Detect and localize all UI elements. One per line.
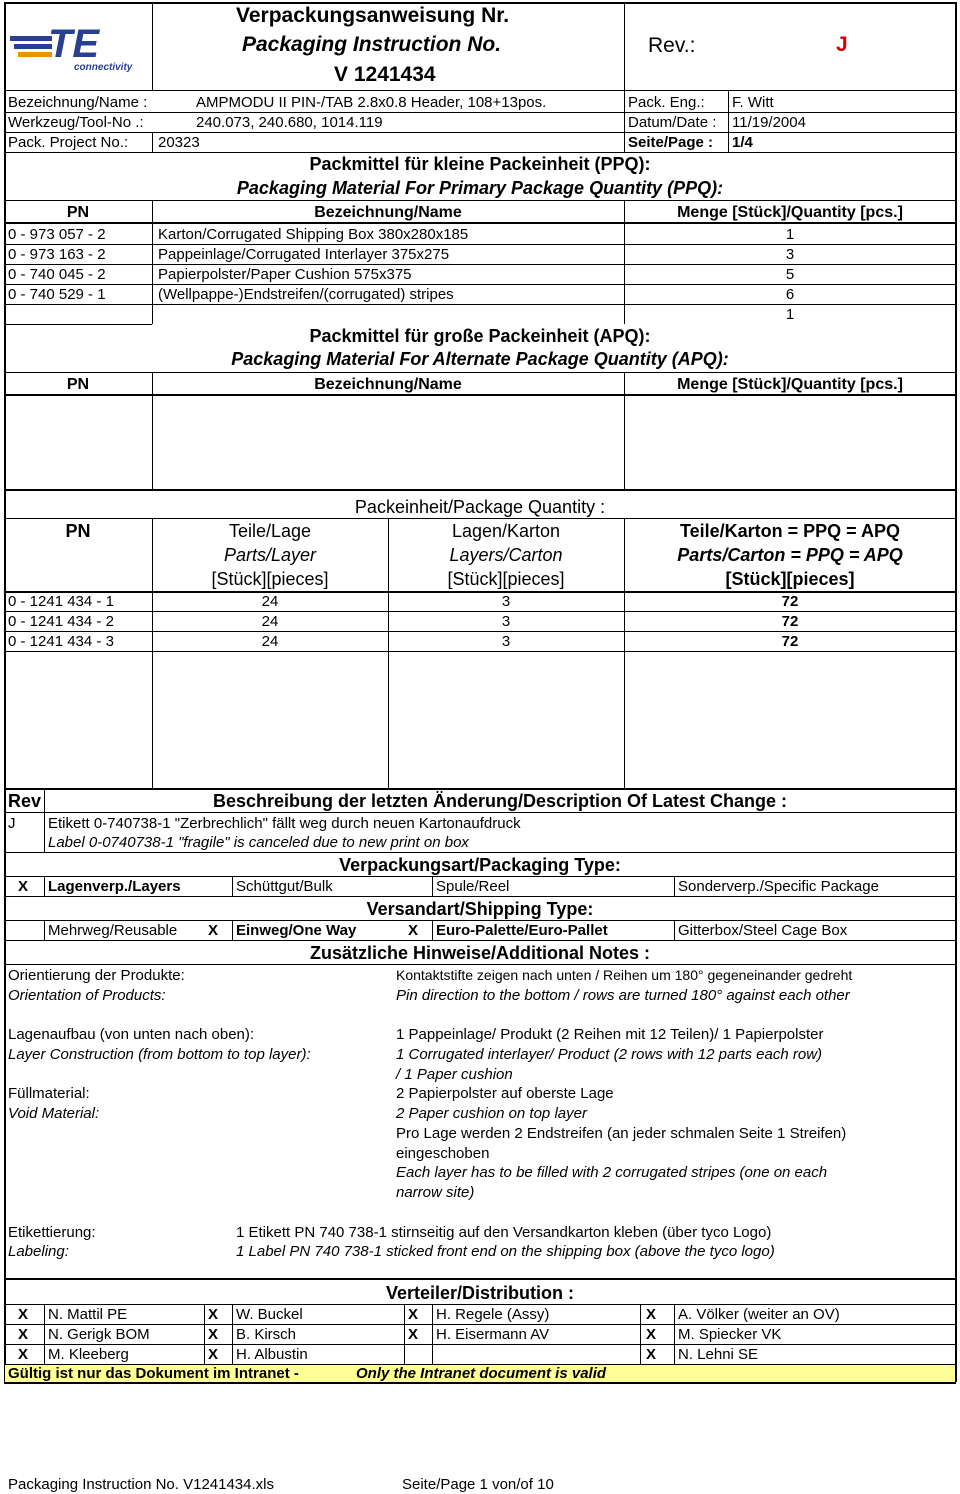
change-line-de: Etikett 0-740738-1 "Zerbrechlich" fällt weg durch neuen Kartonaufdruck: [48, 815, 521, 832]
ppq-title-en: Packaging Material For Primary Package Quantity (PPQ):: [236, 178, 724, 198]
name-label: Bezeichnung/Name :: [8, 94, 148, 111]
pkg-layers-carton: 3: [501, 633, 511, 650]
tool-value: 240.073, 240.680, 1014.119: [196, 114, 383, 131]
apq-col-qty: Menge [Stück]/Quantity [pcs.]: [677, 376, 903, 393]
layer-label-en: Layer Construction (from bottom to top layer):: [8, 1046, 311, 1063]
pkg-pn: 0 - 1241 434 - 1: [8, 593, 114, 610]
pkg-parts-layer: 24: [261, 613, 279, 630]
page-label: Seite/Page :: [628, 134, 714, 151]
ppq-pn: 0 - 973 057 - 2: [8, 226, 106, 243]
pkg-col1-en: Parts/Layer: [223, 545, 317, 565]
strip-value-en2: narrow site): [396, 1184, 475, 1201]
project-value: 20323: [158, 134, 200, 151]
doc-title-de: Verpackungsanweisung Nr.: [236, 4, 510, 27]
dist-mark: X: [208, 1306, 219, 1323]
ppq-qty: 3: [785, 246, 795, 263]
footer-page: Seite/Page 1 von/of 10: [402, 1476, 554, 1493]
layer-value-en1: 1 Corrugated interlayer/ Product (2 rows with 12 parts each row): [396, 1046, 823, 1063]
validity-de: Gültig ist nur das Dokument im Intranet -: [8, 1365, 299, 1382]
pkg-layers-carton: 3: [501, 593, 511, 610]
ppq-col-name: Bezeichnung/Name: [314, 204, 462, 221]
pack-type-specific: Sonderverp./Specific Package: [678, 878, 879, 895]
labeling-label-en: Labeling:: [8, 1243, 69, 1260]
fill-label-en: Void Material:: [8, 1105, 100, 1122]
apq-col-name: Bezeichnung/Name: [314, 376, 462, 393]
strip-value-de2: eingeschoben: [396, 1145, 490, 1162]
ppq-qty: 1: [785, 226, 795, 243]
ppq-title-de: Packmittel für kleine Packeinheit (PPQ):: [309, 154, 651, 174]
ship-type-pallet: Euro-Palette/Euro-Pallet: [436, 922, 608, 939]
labeling-value-en: 1 Label PN 740 738-1 sticked front end on the shipping box (above the tyco logo): [236, 1243, 775, 1260]
te-logo-mark: [8, 14, 148, 76]
ship-type-title: Versandart/Shipping Type:: [366, 899, 594, 919]
dist-mark: X: [18, 1346, 29, 1363]
fill-label-de: Füllmaterial:: [8, 1085, 90, 1102]
pkg-total: 72: [781, 613, 799, 630]
dist-mark: X: [208, 1326, 219, 1343]
rev-value: J: [836, 33, 848, 56]
validity-banner: [5, 1365, 955, 1382]
ship-type-reusable: Mehrweg/Reusable: [48, 922, 178, 939]
labeling-label-de: Etikettierung:: [8, 1224, 96, 1241]
layer-label-de: Lagenaufbau (von unten nach oben):: [8, 1026, 255, 1043]
ppq-pn: 0 - 973 163 - 2: [8, 246, 106, 263]
eng-label: Pack. Eng.:: [628, 94, 705, 111]
apq-title-en: Packaging Material For Alternate Package Quantity (APQ):: [231, 349, 729, 369]
change-title: Beschreibung der letzten Änderung/Description Of Latest Change :: [212, 791, 788, 811]
apq-col-pn: PN: [66, 376, 90, 393]
dist-name: N. Mattil PE: [48, 1306, 128, 1323]
dist-name: M. Spiecker VK: [678, 1326, 782, 1343]
pkg-col3-unit: [Stück][pieces]: [725, 569, 855, 589]
pkg-pn: 0 - 1241 434 - 2: [8, 613, 114, 630]
ppq-qty: 1: [785, 306, 795, 323]
dist-mark: X: [646, 1306, 657, 1323]
dist-mark: X: [646, 1326, 657, 1343]
labeling-value-de: 1 Etikett PN 740 738-1 stirnseitig auf den Versandkarton kleben (über tyco Logo): [236, 1224, 772, 1241]
orient-label-de: Orientierung der Produkte:: [8, 967, 185, 984]
ship-type-mark[interactable]: X: [208, 922, 219, 939]
apq-title-de: Packmittel für große Packeinheit (APQ):: [309, 326, 651, 346]
ppq-name: (Wellpappe-)Endstreifen/(corrugated) stripes: [158, 286, 454, 303]
notes-title: Zusätzliche Hinweise/Additional Notes :: [309, 943, 651, 963]
pkg-col3-de: Teile/Karton = PPQ = APQ: [679, 521, 901, 541]
pkg-qty-title-text: Packeinheit/Package Quantity :: [354, 497, 606, 517]
eng-value: F. Witt: [732, 94, 774, 111]
ship-type-cage: Gitterbox/Steel Cage Box: [678, 922, 848, 939]
pack-type-bulk: Schüttgut/Bulk: [236, 878, 333, 895]
strip-value-en1: Each layer has to be filled with 2 corrugated stripes (one on each: [396, 1164, 828, 1181]
dist-name: H. Albustin: [236, 1346, 308, 1363]
pkg-col2-unit: [Stück][pieces]: [447, 569, 565, 589]
doc-title-en: Packaging Instruction No.: [242, 33, 502, 56]
dist-mark: X: [18, 1306, 29, 1323]
strip-value-de1: Pro Lage werden 2 Endstreifen (an jeder schmalen Seite 1 Streifen): [396, 1125, 847, 1142]
tool-label: Werkzeug/Tool-No .:: [8, 114, 144, 131]
pkg-col-pn: PN: [65, 521, 91, 541]
ppq-name: Papierpolster/Paper Cushion 575x375: [158, 266, 412, 283]
change-line-en: Label 0-0740738-1 "fragile" is canceled due to new print on box: [48, 834, 469, 851]
dist-name: A. Völker (weiter an OV): [678, 1306, 840, 1323]
page-value: 1/4: [732, 134, 753, 151]
dist-mark: X: [408, 1326, 419, 1343]
pkg-col1-de: Teile/Lage: [228, 521, 312, 541]
pkg-total: 72: [781, 593, 799, 610]
project-label: Pack. Project No.:: [8, 134, 129, 151]
validity-en: Only the Intranet document is valid: [356, 1365, 607, 1382]
pkg-parts-layer: 24: [261, 633, 279, 650]
pack-type-layers: Lagenverp./Layers: [48, 878, 181, 895]
rev-label: Rev.:: [648, 34, 696, 57]
pkg-total: 72: [781, 633, 799, 650]
ppq-pn: 0 - 740 045 - 2: [8, 266, 106, 283]
pkg-col1-unit: [Stück][pieces]: [211, 569, 329, 589]
date-value: 11/19/2004: [732, 114, 806, 131]
ppq-qty: 6: [785, 286, 795, 303]
date-label: Datum/Date :: [628, 114, 717, 131]
pkg-parts-layer: 24: [261, 593, 279, 610]
ppq-name: Pappeinlage/Corrugated Interlayer 375x275: [158, 246, 450, 263]
fill-value-de: 2 Papierpolster auf oberste Lage: [396, 1085, 614, 1102]
footer-file: Packaging Instruction No. V1241434.xls: [8, 1476, 274, 1493]
te-logo: [8, 14, 148, 76]
orient-label-en: Orientation of Products:: [8, 987, 166, 1004]
pkg-col2-de: Lagen/Karton: [451, 521, 561, 541]
name-value: AMPMODU II PIN-/TAB 2.8x0.8 Header, 108+13pos.: [196, 94, 547, 111]
orient-value-de: Kontaktstifte zeigen nach unten / Reihen um 180° gegeneinander gedreht: [396, 967, 853, 983]
dist-name: N. Lehni SE: [678, 1346, 759, 1363]
ship-type-oneway: Einweg/One Way: [236, 922, 357, 939]
orient-value-en: Pin direction to the bottom / rows are turned 180° against each other: [396, 987, 850, 1004]
doc-number: V 1241434: [334, 63, 436, 86]
dist-name: B. Kirsch: [236, 1326, 297, 1343]
dist-name: W. Buckel: [236, 1306, 303, 1323]
pkg-qty-title: [4, 497, 956, 518]
pkg-layers-carton: 3: [501, 613, 511, 630]
ppq-pn: 0 - 740 529 - 1: [8, 286, 106, 303]
dist-name: H. Regele (Assy): [436, 1306, 550, 1323]
dist-mark: X: [646, 1346, 657, 1363]
dist-mark: X: [408, 1306, 419, 1323]
ppq-qty: 5: [785, 266, 795, 283]
pack-type-mark[interactable]: X: [18, 878, 29, 895]
ppq-name: Karton/Corrugated Shipping Box 380x280x185: [158, 226, 469, 243]
change-rev: J: [8, 815, 16, 832]
ppq-col-pn: PN: [66, 204, 90, 221]
dist-mark: X: [18, 1326, 29, 1343]
distribution-title: Verteiler/Distribution :: [385, 1283, 575, 1303]
layer-value-de: 1 Pappeinlage/ Produkt (2 Reihen mit 12 Teilen)/ 1 Papierpolster: [396, 1026, 824, 1043]
logo-text: TE: [48, 22, 100, 66]
dist-mark: X: [208, 1346, 219, 1363]
pkg-col2-en: Layers/Carton: [449, 545, 563, 565]
pack-type-reel: Spule/Reel: [436, 878, 510, 895]
change-rev-label: Rev: [8, 791, 42, 811]
pack-type-title: Verpackungsart/Packaging Type:: [339, 855, 621, 875]
ship-type-mark[interactable]: X: [408, 922, 419, 939]
pkg-pn: 0 - 1241 434 - 3: [8, 633, 114, 650]
ppq-col-qty: Menge [Stück]/Quantity [pcs.]: [677, 204, 903, 221]
pkg-col3-en: Parts/Carton = PPQ = APQ: [677, 545, 903, 565]
dist-name: H. Eisermann AV: [436, 1326, 550, 1343]
dist-name: N. Gerigk BOM: [48, 1326, 150, 1343]
fill-value-en: 2 Paper cushion on top layer: [396, 1105, 587, 1122]
layer-value-en2: / 1 Paper cushion: [396, 1066, 513, 1083]
logo-sub: connectivity: [74, 62, 133, 73]
dist-name: M. Kleeberg: [48, 1346, 129, 1363]
